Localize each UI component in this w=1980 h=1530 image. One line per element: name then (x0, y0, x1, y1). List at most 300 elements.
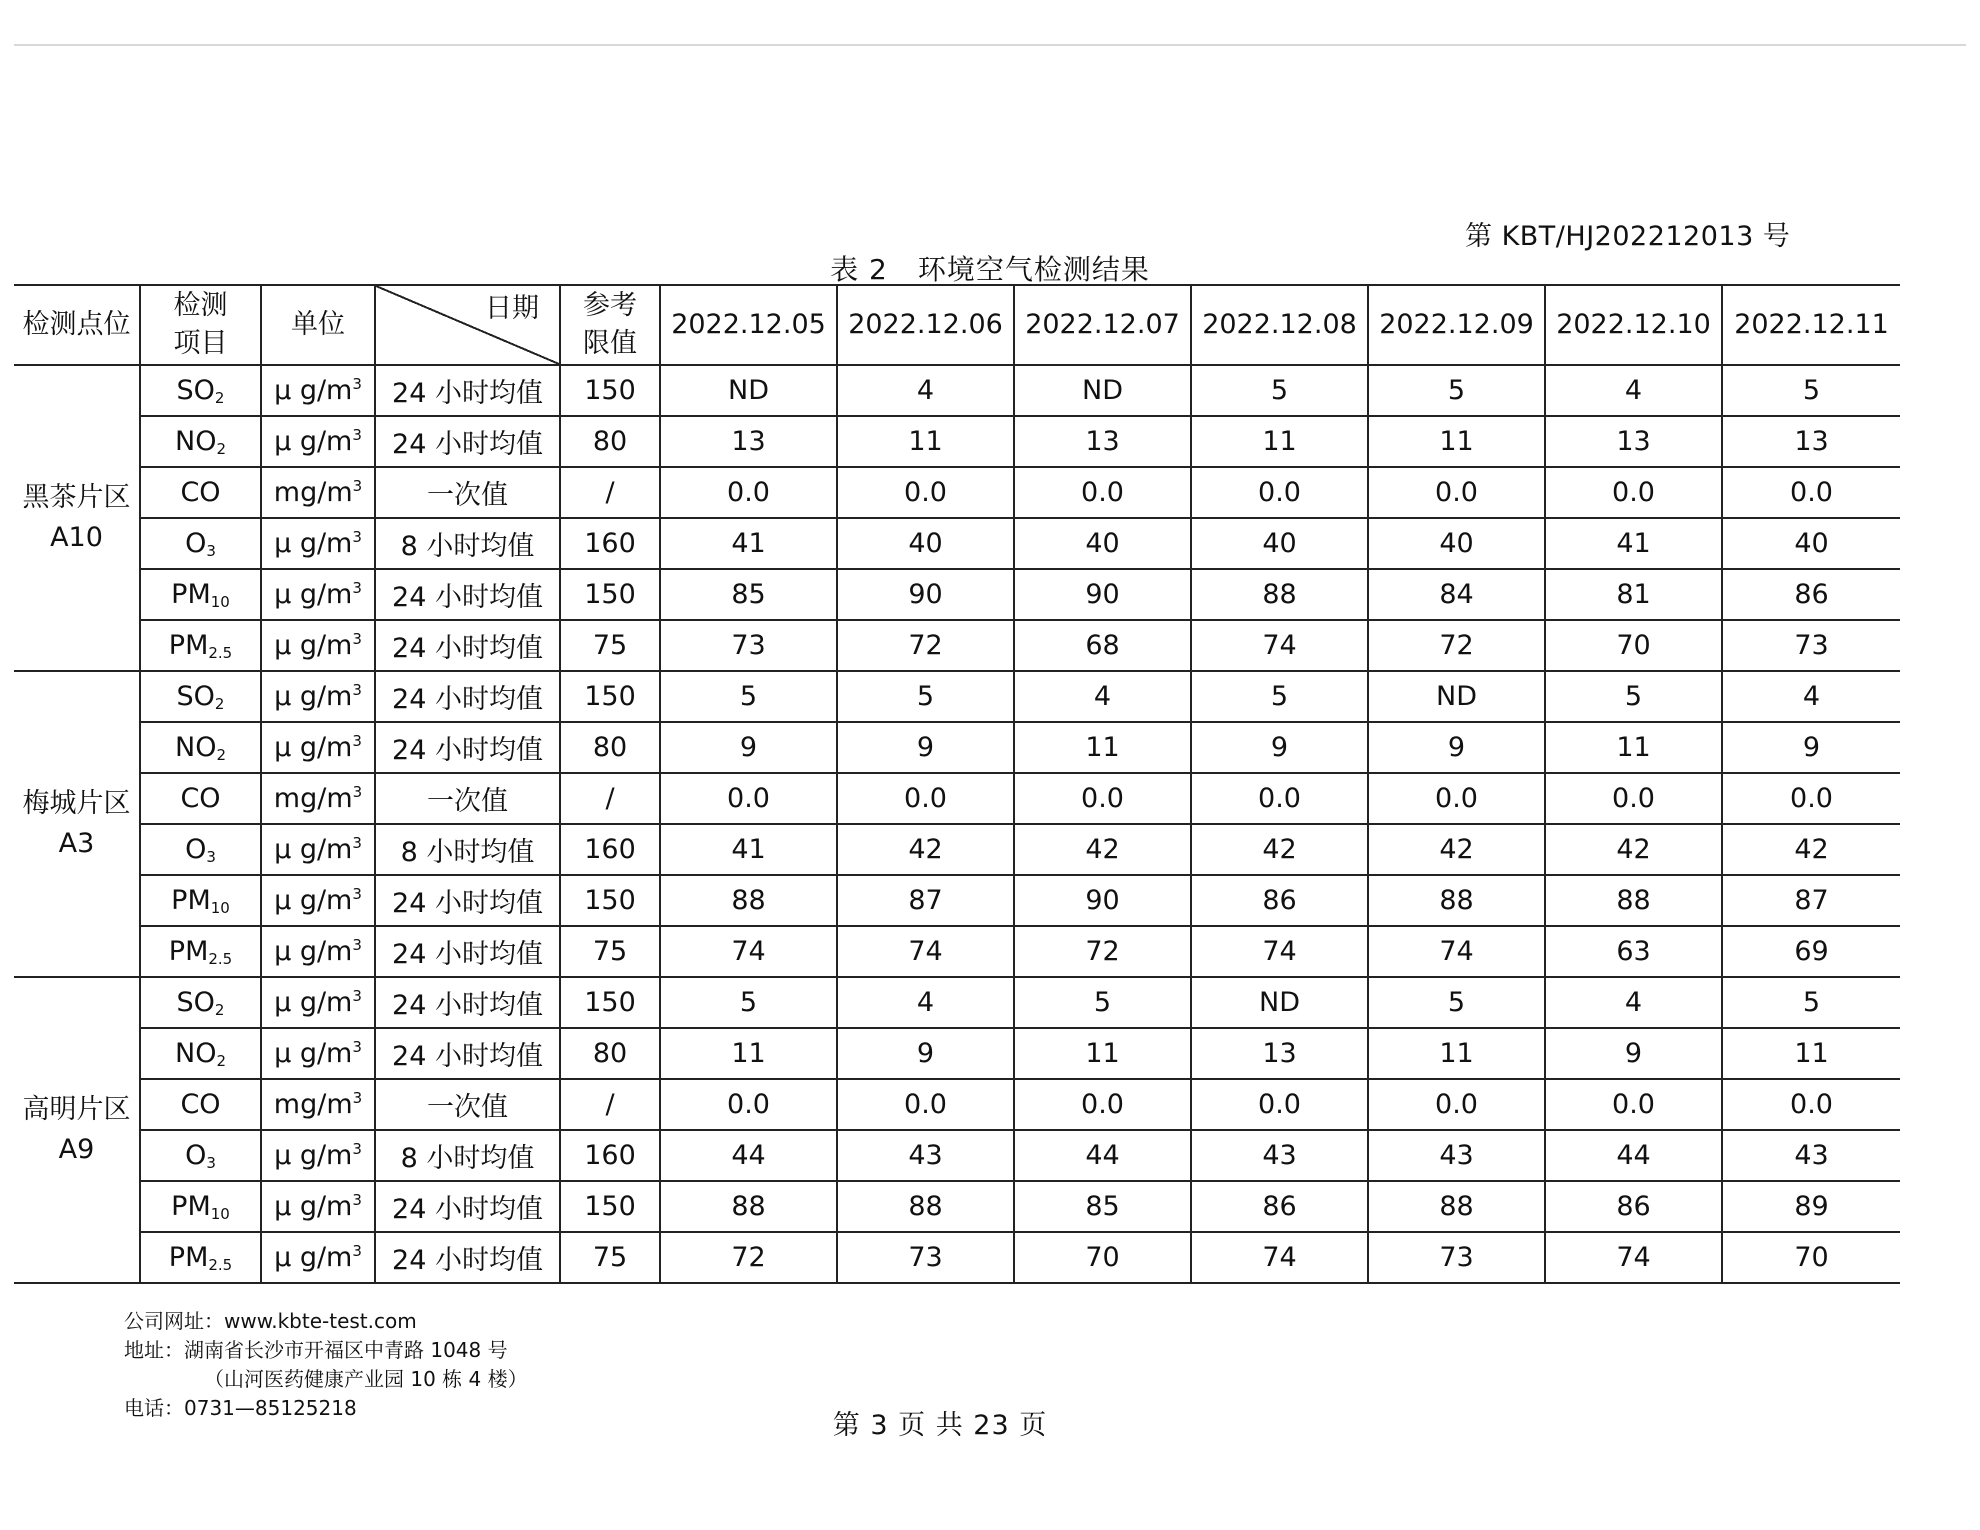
item-subscript: 10 (210, 592, 230, 611)
unit-cell (261, 1028, 375, 1079)
value-cell: 11 (1722, 1028, 1900, 1079)
value-cell: 74 (837, 926, 1014, 977)
period-cell: 24 小时均值 (375, 722, 560, 773)
value-cell: 90 (1014, 875, 1191, 926)
item-cell (140, 518, 261, 569)
value-cell: 5 (1368, 977, 1545, 1028)
value-cell: 86 (1545, 1181, 1722, 1232)
period-cell: 24 小时均值 (375, 926, 560, 977)
value-cell: 72 (1014, 926, 1191, 977)
period-cell: 8 小时均值 (375, 1130, 560, 1181)
table-row (14, 671, 1900, 722)
value-cell: 0.0 (1191, 773, 1368, 824)
unit-base: μ g/m (274, 1140, 353, 1171)
value-cell: 5 (1191, 671, 1368, 722)
item-name: SO (176, 986, 215, 1018)
table-row (14, 365, 1900, 416)
value-cell: 5 (1722, 365, 1900, 416)
unit-exponent: 3 (352, 1242, 362, 1260)
item-name: O (185, 1139, 207, 1171)
value-cell: 11 (1545, 722, 1722, 773)
item-name: NO (175, 425, 217, 457)
unit-cell (261, 467, 375, 518)
table-row (14, 926, 1900, 977)
value-cell: 4 (1722, 671, 1900, 722)
table-row (14, 1232, 1900, 1283)
unit-exponent: 3 (352, 375, 362, 393)
item-cell (140, 1028, 261, 1079)
period-cell: 一次值 (375, 467, 560, 518)
value-cell: 73 (660, 620, 837, 671)
unit-exponent: 3 (352, 477, 363, 495)
value-cell: 43 (1368, 1130, 1545, 1181)
unit-cell (261, 365, 375, 416)
value-cell: 89 (1722, 1181, 1900, 1232)
item-name: SO (176, 680, 215, 712)
item-cell (140, 824, 261, 875)
value-cell: 4 (837, 365, 1014, 416)
unit-base: μ g/m (274, 579, 353, 610)
item-cell (140, 875, 261, 926)
table-row (14, 824, 1900, 875)
limit-cell: 75 (560, 926, 660, 977)
unit-base: mg/m (273, 1089, 353, 1120)
value-cell: 9 (837, 1028, 1014, 1079)
unit-base: μ g/m (274, 885, 353, 916)
unit-cell (261, 824, 375, 875)
unit-base: μ g/m (274, 630, 353, 661)
value-cell: 0.0 (1545, 773, 1722, 824)
value-cell: 9 (1722, 722, 1900, 773)
value-cell: 13 (1191, 1028, 1368, 1079)
table-row (14, 467, 1900, 518)
item-cell (140, 467, 261, 518)
unit-exponent: 3 (352, 681, 362, 699)
item-subscript: 2 (216, 745, 226, 764)
unit-base: mg/m (273, 783, 353, 814)
limit-cell: / (560, 1079, 660, 1130)
header-row (14, 285, 1900, 365)
value-cell: 0.0 (1545, 467, 1722, 518)
value-cell: 0.0 (1368, 1079, 1545, 1130)
unit-base: μ g/m (274, 987, 353, 1018)
item-name: PM (171, 578, 211, 610)
value-cell: 0.0 (1014, 773, 1191, 824)
value-cell: 0.0 (660, 1079, 837, 1130)
table-row (14, 1079, 1900, 1130)
value-cell: 9 (837, 722, 1014, 773)
value-cell: 0.0 (837, 1079, 1014, 1130)
value-cell: 4 (1545, 977, 1722, 1028)
period-cell: 一次值 (375, 1079, 560, 1130)
footer-phone: 电话：0731—85125218 (124, 1396, 357, 1420)
period-cell: 24 小时均值 (375, 569, 560, 620)
value-cell: 43 (837, 1130, 1014, 1181)
value-cell: 0.0 (1014, 467, 1191, 518)
col-header-date-6: 2022.12.10 (1545, 285, 1722, 365)
value-cell: 0.0 (660, 467, 837, 518)
table-row (14, 977, 1900, 1028)
period-cell: 一次值 (375, 773, 560, 824)
value-cell: 11 (1014, 722, 1191, 773)
limit-cell: / (560, 773, 660, 824)
value-cell: 87 (1722, 875, 1900, 926)
item-name: PM (168, 935, 209, 967)
item-subscript: 2 (214, 388, 225, 407)
item-cell (140, 722, 261, 773)
item-name: PM (168, 629, 209, 661)
value-cell: 43 (1191, 1130, 1368, 1181)
period-cell: 24 小时均值 (375, 1181, 560, 1232)
limit-cell: 160 (560, 824, 660, 875)
value-cell: 0.0 (1722, 773, 1900, 824)
unit-cell (261, 1181, 375, 1232)
unit-base: μ g/m (274, 1242, 353, 1273)
value-cell: 0.0 (1368, 467, 1545, 518)
unit-base: μ g/m (274, 681, 353, 712)
value-cell: 88 (660, 875, 837, 926)
value-cell: ND (1014, 365, 1191, 416)
unit-exponent: 3 (352, 528, 362, 546)
value-cell: 5 (1014, 977, 1191, 1028)
value-cell: 74 (1545, 1232, 1722, 1283)
value-cell: 9 (660, 722, 837, 773)
value-cell: 11 (837, 416, 1014, 467)
item-cell (140, 926, 261, 977)
item-subscript: 2 (214, 1000, 225, 1019)
table-row (14, 1181, 1900, 1232)
item-cell (140, 365, 261, 416)
unit-base: μ g/m (274, 732, 353, 763)
results-table (14, 284, 1900, 1284)
unit-base: μ g/m (274, 528, 353, 559)
value-cell: 11 (1368, 1028, 1545, 1079)
item-cell (140, 1130, 261, 1181)
period-cell: 24 小时均值 (375, 671, 560, 722)
value-cell: 9 (1191, 722, 1368, 773)
value-cell: 86 (1722, 569, 1900, 620)
value-cell: 4 (1014, 671, 1191, 722)
item-cell (140, 620, 261, 671)
value-cell: 4 (837, 977, 1014, 1028)
item-subscript: 10 (210, 1204, 230, 1223)
unit-base: mg/m (273, 477, 353, 508)
unit-base: μ g/m (274, 426, 353, 457)
site-code: A9 (58, 1134, 95, 1165)
table-title-text: 环境空气检测结果 (917, 253, 1150, 286)
col-header-date-7: 2022.12.11 (1722, 285, 1900, 365)
period-cell: 24 小时均值 (375, 875, 560, 926)
unit-exponent: 3 (352, 1038, 362, 1056)
value-cell: 0.0 (1191, 1079, 1368, 1130)
value-cell: 87 (837, 875, 1014, 926)
value-cell: 11 (1191, 416, 1368, 467)
col-header-date-4: 2022.12.08 (1191, 285, 1368, 365)
value-cell: 42 (1191, 824, 1368, 875)
item-cell (140, 1079, 261, 1130)
unit-exponent: 3 (352, 783, 363, 801)
value-cell: 40 (1014, 518, 1191, 569)
item-name: PM (171, 1190, 211, 1222)
value-cell: 85 (660, 569, 837, 620)
value-cell: 90 (1014, 569, 1191, 620)
value-cell: 72 (837, 620, 1014, 671)
value-cell: ND (660, 365, 837, 416)
unit-cell (261, 1232, 375, 1283)
value-cell: 40 (1191, 518, 1368, 569)
limit-cell: 160 (560, 518, 660, 569)
unit-cell (261, 1130, 375, 1181)
unit-exponent: 3 (352, 1140, 362, 1158)
unit-exponent: 3 (352, 987, 362, 1005)
value-cell: 13 (1545, 416, 1722, 467)
value-cell: 72 (660, 1232, 837, 1283)
unit-base: μ g/m (274, 1191, 353, 1222)
scan-edge-line (14, 44, 1966, 46)
value-cell: 11 (1368, 416, 1545, 467)
limit-cell: 80 (560, 722, 660, 773)
value-cell: 44 (1545, 1130, 1722, 1181)
unit-cell (261, 671, 375, 722)
period-cell: 24 小时均值 (375, 1232, 560, 1283)
unit-exponent: 3 (352, 885, 362, 903)
value-cell: 88 (837, 1181, 1014, 1232)
unit-cell (261, 926, 375, 977)
unit-cell (261, 416, 375, 467)
value-cell: 85 (1014, 1181, 1191, 1232)
col-header-date-2: 2022.12.06 (837, 285, 1014, 365)
value-cell: 84 (1368, 569, 1545, 620)
period-cell: 8 小时均值 (375, 518, 560, 569)
unit-exponent: 3 (352, 834, 362, 852)
item-cell (140, 569, 261, 620)
unit-cell (261, 977, 375, 1028)
value-cell: 74 (1191, 620, 1368, 671)
table-row (14, 722, 1900, 773)
item-subscript: 3 (206, 847, 216, 866)
value-cell: 74 (1191, 926, 1368, 977)
limit-cell: 80 (560, 1028, 660, 1079)
unit-exponent: 3 (352, 1089, 363, 1107)
value-cell: 42 (1014, 824, 1191, 875)
site-cell (14, 977, 140, 1283)
site-cell (14, 365, 140, 671)
col-header-item: 检测 项目 (140, 285, 261, 365)
site-code: A3 (58, 828, 95, 859)
value-cell: 5 (1191, 365, 1368, 416)
unit-base: μ g/m (274, 834, 353, 865)
value-cell: 88 (1368, 1181, 1545, 1232)
unit-exponent: 3 (352, 630, 362, 648)
value-cell: 0.0 (1722, 1079, 1900, 1130)
unit-cell (261, 1079, 375, 1130)
limit-cell: / (560, 467, 660, 518)
table-row (14, 1028, 1900, 1079)
footer-address-note: （山河医药健康产业园 10 栋 4 楼） (204, 1367, 528, 1391)
item-name: NO (175, 1037, 217, 1069)
value-cell: 9 (1545, 1028, 1722, 1079)
value-cell: 86 (1191, 875, 1368, 926)
table-row (14, 416, 1900, 467)
limit-cell: 150 (560, 977, 660, 1028)
period-cell: 24 小时均值 (375, 365, 560, 416)
unit-cell (261, 722, 375, 773)
value-cell: 42 (1368, 824, 1545, 875)
item-subscript: 2 (214, 694, 225, 713)
value-cell: 73 (1722, 620, 1900, 671)
item-subscript: 2.5 (208, 949, 233, 968)
value-cell: 70 (1722, 1232, 1900, 1283)
value-cell: 13 (1722, 416, 1900, 467)
value-cell: 40 (1722, 518, 1900, 569)
unit-exponent: 3 (352, 936, 362, 954)
value-cell: 5 (660, 671, 837, 722)
unit-cell (261, 773, 375, 824)
col-header-site: 检测点位 (14, 285, 140, 365)
value-cell: 44 (660, 1130, 837, 1181)
page-number: 第 3 页 共 23 页 (832, 1410, 1048, 1441)
value-cell: 40 (837, 518, 1014, 569)
period-cell: 24 小时均值 (375, 620, 560, 671)
value-cell: 43 (1722, 1130, 1900, 1181)
footer-website: 公司网址：www.kbte-test.com (124, 1309, 417, 1333)
value-cell: 0.0 (837, 773, 1014, 824)
value-cell: 70 (1014, 1232, 1191, 1283)
limit-cell: 75 (560, 620, 660, 671)
unit-exponent: 3 (352, 579, 362, 597)
item-subscript: 2.5 (208, 1255, 233, 1274)
value-cell: 88 (1545, 875, 1722, 926)
limit-cell: 150 (560, 569, 660, 620)
value-cell: 74 (660, 926, 837, 977)
item-subscript: 2 (216, 1051, 226, 1070)
value-cell: 0.0 (837, 467, 1014, 518)
col-header-reference: 参考 限值 (560, 285, 660, 365)
unit-exponent: 3 (352, 426, 362, 444)
site-code: A10 (50, 522, 103, 553)
value-cell: 90 (837, 569, 1014, 620)
value-cell: 5 (837, 671, 1014, 722)
table-row (14, 875, 1900, 926)
value-cell: 13 (1014, 416, 1191, 467)
value-cell: 41 (1545, 518, 1722, 569)
value-cell: 11 (660, 1028, 837, 1079)
value-cell: 0.0 (1545, 1079, 1722, 1130)
limit-cell: 150 (560, 1181, 660, 1232)
value-cell: 13 (660, 416, 837, 467)
unit-cell (261, 518, 375, 569)
footer-address: 地址：湖南省长沙市开福区中青路 1048 号 (124, 1338, 508, 1362)
limit-cell: 75 (560, 1232, 660, 1283)
item-name: PM (171, 884, 211, 916)
value-cell: 88 (1368, 875, 1545, 926)
limit-cell: 160 (560, 1130, 660, 1181)
value-cell: 5 (660, 977, 837, 1028)
item-subscript: 3 (206, 541, 216, 560)
site-name: 高明片区 (22, 1094, 131, 1125)
period-cell: 24 小时均值 (375, 1028, 560, 1079)
value-cell: 73 (837, 1232, 1014, 1283)
value-cell: 72 (1368, 620, 1545, 671)
item-name: CO (180, 476, 221, 508)
item-name: SO (176, 374, 215, 406)
value-cell: ND (1191, 977, 1368, 1028)
value-cell: 5 (1368, 365, 1545, 416)
value-cell: 74 (1368, 926, 1545, 977)
value-cell: 4 (1545, 365, 1722, 416)
value-cell: 0.0 (1368, 773, 1545, 824)
value-cell: 73 (1368, 1232, 1545, 1283)
value-cell: 5 (1545, 671, 1722, 722)
value-cell: 41 (660, 518, 837, 569)
table-row (14, 620, 1900, 671)
limit-cell: 150 (560, 875, 660, 926)
report-number: 第 KBT/HJ202212013 号 (1465, 221, 1791, 252)
item-cell (140, 1232, 261, 1283)
unit-exponent: 3 (352, 732, 362, 750)
item-subscript: 3 (206, 1153, 216, 1172)
unit-base: μ g/m (274, 1038, 353, 1069)
table-label: 表 2 (830, 253, 888, 286)
col-header-date-3: 2022.12.07 (1014, 285, 1191, 365)
value-cell: 42 (1545, 824, 1722, 875)
unit-cell (261, 620, 375, 671)
value-cell: 74 (1191, 1232, 1368, 1283)
table-row (14, 773, 1900, 824)
value-cell: 68 (1014, 620, 1191, 671)
item-cell (140, 1181, 261, 1232)
value-cell: 42 (1722, 824, 1900, 875)
item-subscript: 10 (210, 898, 230, 917)
unit-base: μ g/m (274, 936, 353, 967)
limit-cell: 150 (560, 671, 660, 722)
item-name: O (185, 833, 207, 865)
site-name: 黑茶片区 (22, 482, 131, 513)
site-cell (14, 671, 140, 977)
unit-exponent: 3 (352, 1191, 362, 1209)
unit-cell (261, 875, 375, 926)
value-cell: 63 (1545, 926, 1722, 977)
item-cell (140, 416, 261, 467)
period-cell: 8 小时均值 (375, 824, 560, 875)
value-cell: 70 (1545, 620, 1722, 671)
table-title (0, 248, 1980, 288)
limit-cell: 80 (560, 416, 660, 467)
value-cell: 88 (1191, 569, 1368, 620)
value-cell: 9 (1368, 722, 1545, 773)
value-cell: 0.0 (1014, 1079, 1191, 1130)
value-cell: 5 (1722, 977, 1900, 1028)
item-subscript: 2 (216, 439, 226, 458)
col-header-date-1: 2022.12.05 (660, 285, 837, 365)
table-row (14, 569, 1900, 620)
item-subscript: 2.5 (208, 643, 233, 662)
value-cell: 86 (1191, 1181, 1368, 1232)
value-cell: 41 (660, 824, 837, 875)
value-cell: 11 (1014, 1028, 1191, 1079)
item-name: O (185, 527, 207, 559)
item-name: CO (180, 1088, 221, 1120)
item-name: CO (180, 782, 221, 814)
item-cell (140, 977, 261, 1028)
site-name: 梅城片区 (22, 788, 131, 819)
period-cell: 24 小时均值 (375, 977, 560, 1028)
value-cell: 40 (1368, 518, 1545, 569)
limit-cell: 150 (560, 365, 660, 416)
item-name: NO (175, 731, 217, 763)
value-cell: ND (1368, 671, 1545, 722)
col-header-unit: 单位 (261, 285, 375, 365)
